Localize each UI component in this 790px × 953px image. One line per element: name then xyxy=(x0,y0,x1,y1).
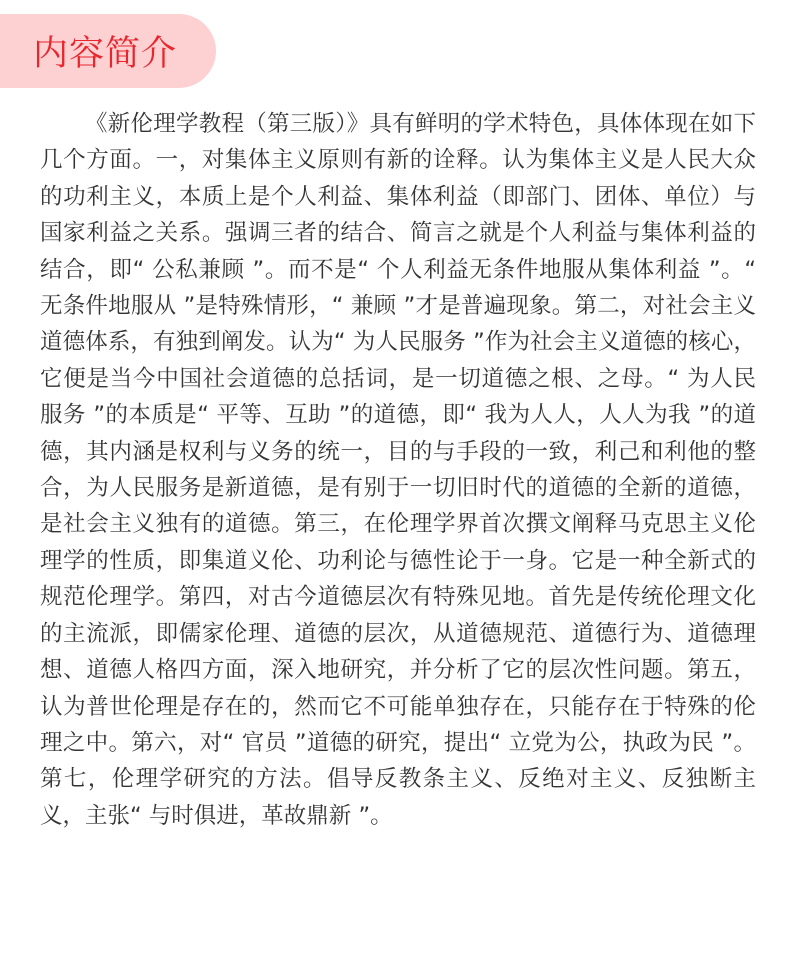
section-header xyxy=(0,14,216,88)
section-title: 内容简介 xyxy=(33,34,178,74)
book-summary-paragraph: 《新伦理学教程（第三版）》具有鲜明的学术特色，具体体现在如下几个方面。一，对集体主义原则有新的诠释。认为集体主义是人民大众的功利主义，本质上是个人利益、集体利益（即部门、团体、单位）与国家利益之关系。强调三者的结合、简言之就是个人利益与集体利益的结合，即“ 公私兼顾 ”。而不是“ 个人利益无条件地服从集体利益 ”。“ 无条件地服从 ”是特殊情形，“ 兼顾 ”才是普遍现象。第二，对社会主义道德体系，有独到阐发。认为“ 为人民服务 ”作为社会主义道德的核心，它便是当今中国社会道德的总括词，是一切道德之根、之母。“ 为人民服务 ”的本质是“ 平等、互助 ”的道德，即“ 我为人人，人人为我 ”的道德，其内涵是权利与义务的统一，目的与手段的一致，利己和利他的整合，为人民服务是新道德，是有别于一切旧时代的道德的全新的道德，是社会主义独有的道德。第三，在伦理学界首次撰文阐释马克思主义伦理学的性质，即集道义伦、功利论与德性论于一身。它是一种全新式的规范伦理学。第四，对古今道德层次有特殊见地。首先是传统伦理文化的主流派，即儒家伦理、道德的层次，从道德规范、道德行为、道德理想、道德人格四方面，深入地研究，并分析了它的层次性问题。第五，认为普世伦理是存在的，然而它不可能单独存在，只能存在于特殊的伦理之中。第六，对“ 官员 ”道德的研究，提出“ 立党为公，执政为民 ”。第七，伦理学研究的方法。倡导反教条主义、反绝对主义、反独断主义，主张“ 与时俱进，革故鼎新 ”。 xyxy=(40,111,756,829)
